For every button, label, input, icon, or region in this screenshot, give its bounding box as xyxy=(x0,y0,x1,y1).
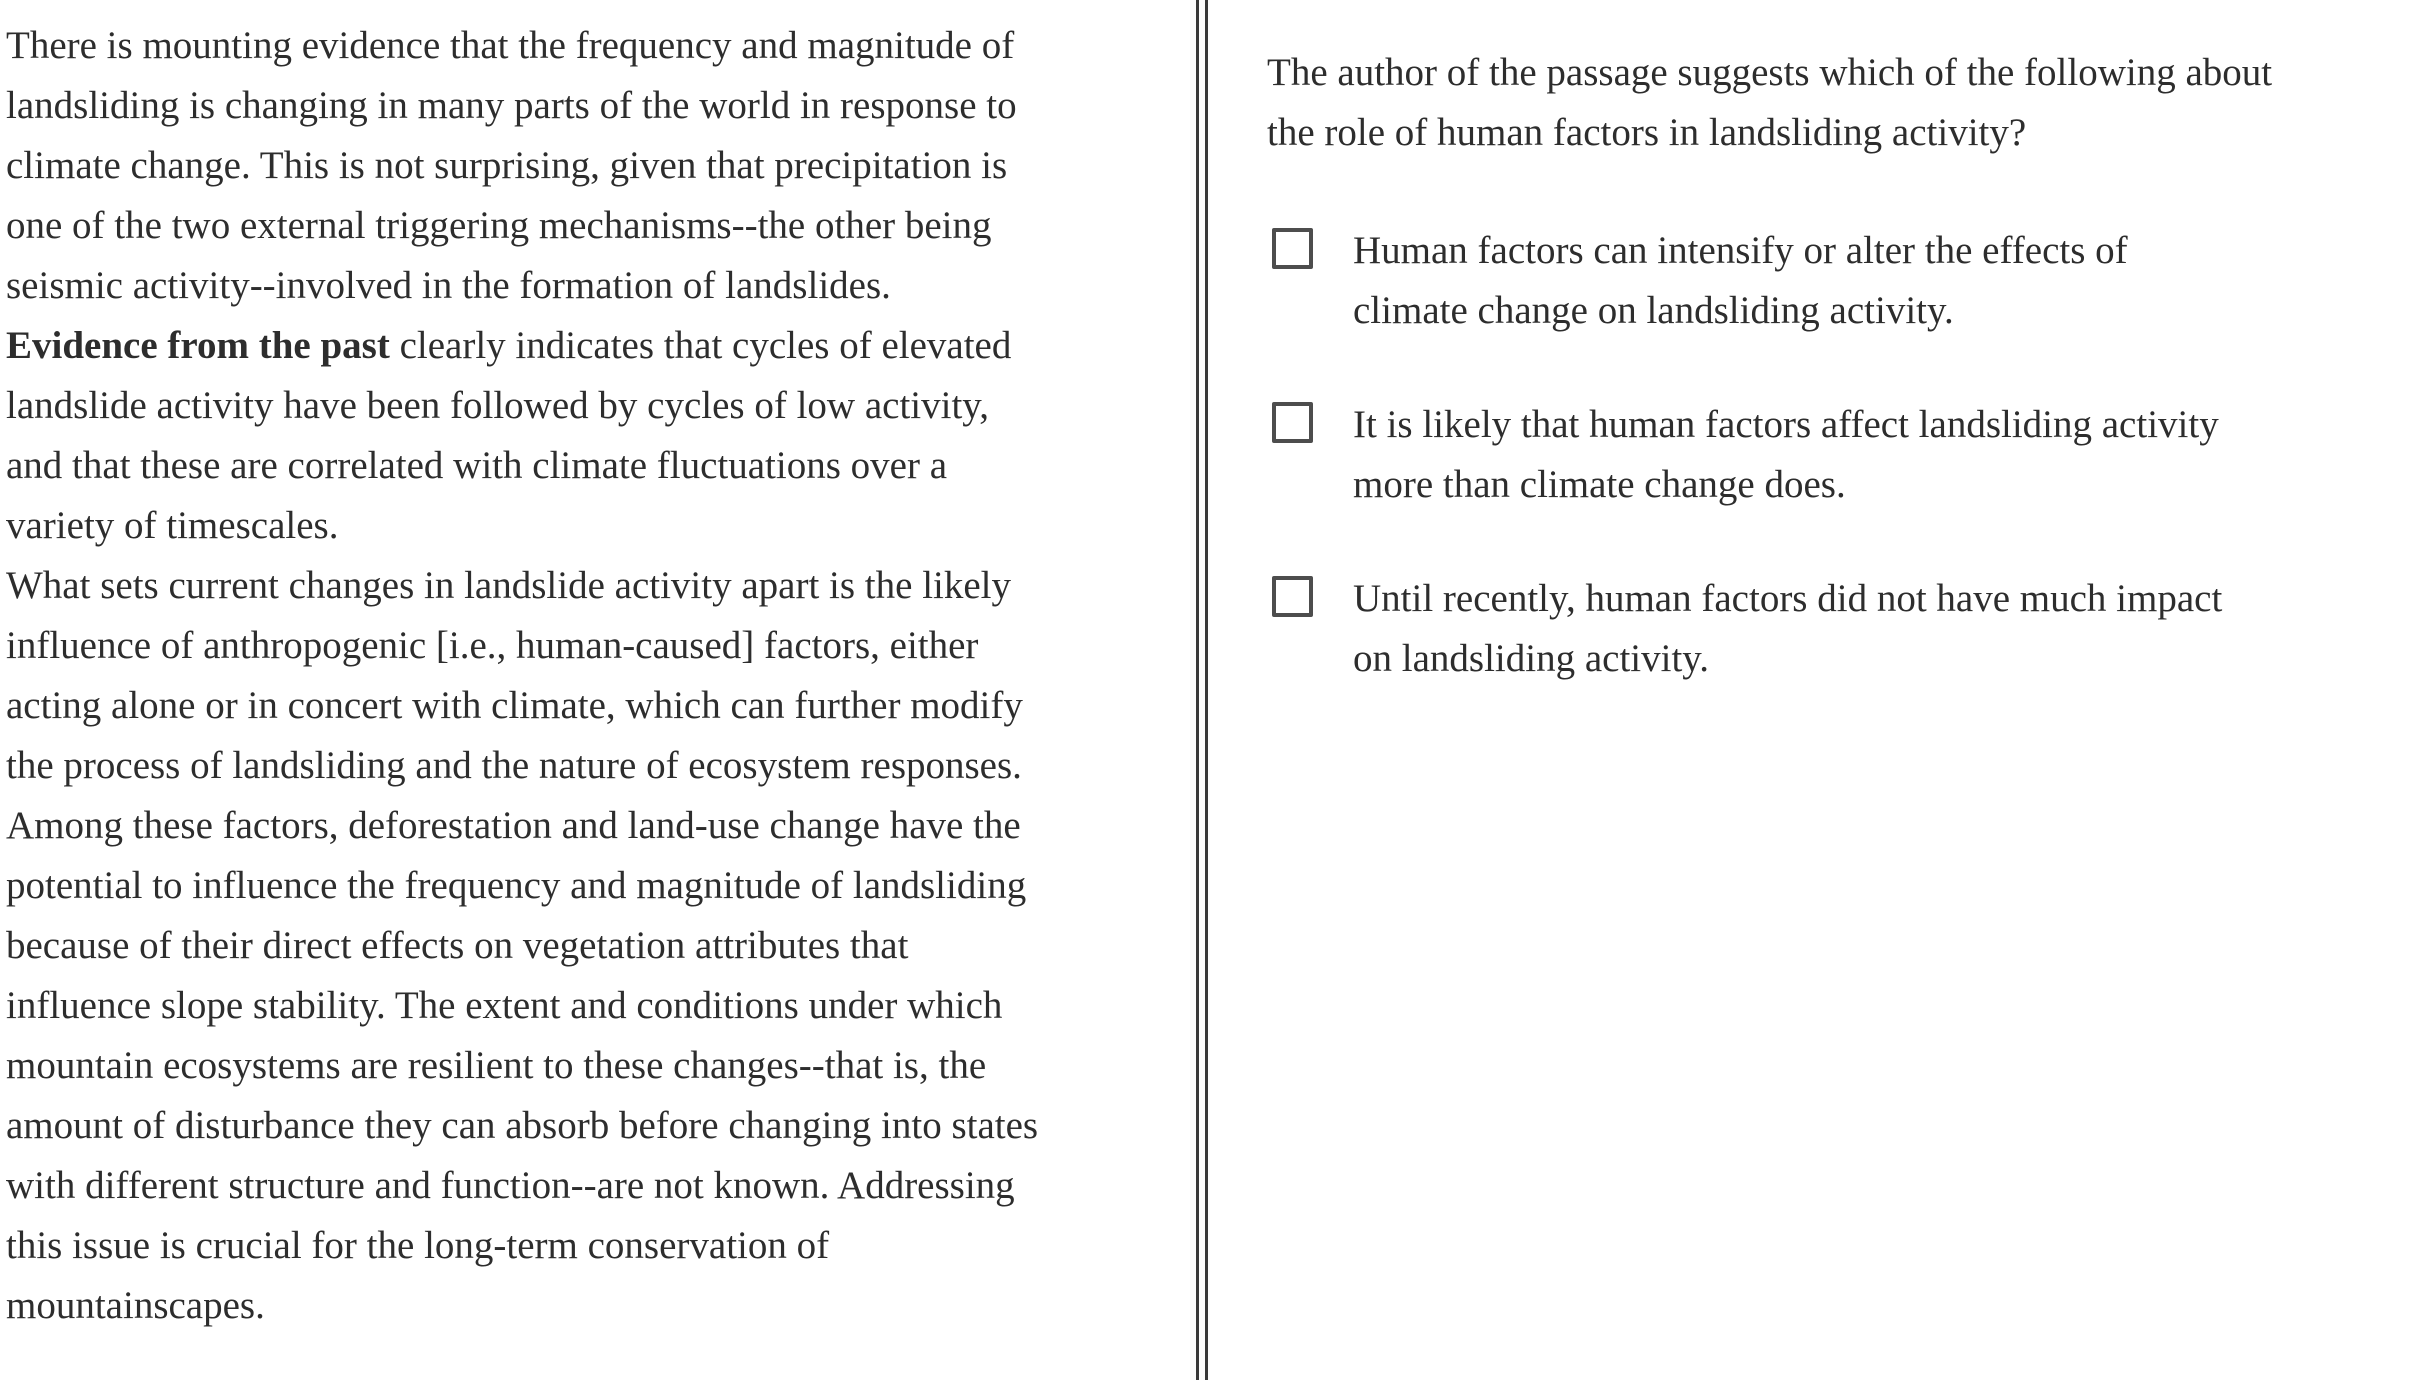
answer-checkbox[interactable] xyxy=(1272,576,1313,617)
passage-line-text: and that these are correlated with climate fluctuations over a xyxy=(6,444,948,487)
question-panel xyxy=(1267,0,2417,743)
answer-option-line: on landsliding activity. xyxy=(1353,637,1710,680)
passage-line xyxy=(6,436,1188,496)
passage-line xyxy=(6,736,1188,796)
passage-line xyxy=(6,1096,1188,1156)
passage-line-text: one of the two external triggering mechanisms--the other being xyxy=(6,204,992,247)
passage-line-text: Among these factors, deforestation and land-use change have the xyxy=(6,804,1021,847)
passage-line xyxy=(6,1156,1188,1216)
passage-line-text: because of their direct effects on vegetation attributes that xyxy=(6,924,909,967)
passage-line xyxy=(6,136,1188,196)
passage-line-text: climate change. This is not surprising, given that precipitation is xyxy=(6,144,1008,187)
passage-line-text: acting alone or in concert with climate, which can further modify xyxy=(6,684,1023,727)
passage-line xyxy=(6,796,1188,856)
passage-line-text: variety of timescales. xyxy=(6,504,339,547)
answer-options xyxy=(1267,221,2417,689)
passage-line xyxy=(6,316,1188,376)
passage-line xyxy=(6,976,1188,1036)
passage-panel xyxy=(6,16,1188,1336)
passage-line-text: with different structure and function--are not known. Addressing xyxy=(6,1164,1015,1207)
answer-option-line: more than climate change does. xyxy=(1353,463,1846,506)
passage-line-text: amount of disturbance they can absorb before changing into states xyxy=(6,1104,1039,1147)
passage-line xyxy=(6,16,1188,76)
answer-checkbox[interactable] xyxy=(1272,228,1313,269)
passage-line-text: landsliding is changing in many parts of the world in response to xyxy=(6,84,1017,127)
passage-line xyxy=(6,856,1188,916)
passage-line-text: mountain ecosystems are resilient to these changes--that is, the xyxy=(6,1044,987,1087)
answer-option[interactable] xyxy=(1267,221,2417,341)
passage-line xyxy=(6,376,1188,436)
passage-line-text: landslide activity have been followed by cycles of low activity, xyxy=(6,384,989,427)
passage-line xyxy=(6,1276,1188,1336)
passage-line-text: influence of anthropogenic [i.e., human-caused] factors, either xyxy=(6,624,979,667)
passage-line xyxy=(6,196,1188,256)
passage-line-text: What sets current changes in landslide activity apart is the likely xyxy=(6,564,1012,607)
panel-divider xyxy=(1196,0,1208,1380)
answer-option-label xyxy=(1353,569,2222,689)
answer-option-line: Human factors can intensify or alter the effects of xyxy=(1353,229,2128,272)
answer-option[interactable] xyxy=(1267,395,2417,515)
passage-line-text: There is mounting evidence that the frequency and magnitude of xyxy=(6,24,1015,67)
answer-option-line: climate change on landsliding activity. xyxy=(1353,289,1954,332)
passage-line-text: the process of landsliding and the nature of ecosystem responses. xyxy=(6,744,1022,787)
question-prompt-line: the role of human factors in landsliding activity? xyxy=(1267,111,2027,154)
passage-line xyxy=(6,76,1188,136)
answer-option[interactable] xyxy=(1267,569,2417,689)
question-prompt-line: The author of the passage suggests which of the following about xyxy=(1267,51,2273,94)
passage-line-text: mountainscapes. xyxy=(6,1284,265,1327)
passage-line-text: potential to influence the frequency and magnitude of landsliding xyxy=(6,864,1027,907)
passage-line xyxy=(6,616,1188,676)
passage-line xyxy=(6,256,1188,316)
passage-line xyxy=(6,916,1188,976)
passage-line xyxy=(6,1216,1188,1276)
answer-checkbox[interactable] xyxy=(1272,402,1313,443)
passage-line xyxy=(6,1036,1188,1096)
answer-option-line: It is likely that human factors affect landsliding activity xyxy=(1353,403,2219,446)
answer-option-label xyxy=(1353,395,2219,515)
answer-option-label xyxy=(1353,221,2128,341)
question-prompt xyxy=(1267,43,2417,163)
answer-option-line: Until recently, human factors did not have much impact xyxy=(1353,577,2223,620)
passage-line xyxy=(6,556,1188,616)
passage-bold-lead: Evidence from the past xyxy=(6,324,390,367)
passage-line-text: this issue is crucial for the long-term conservation of xyxy=(6,1224,830,1267)
passage-line-text: seismic activity--involved in the formation of landslides. xyxy=(6,264,891,307)
passage-line xyxy=(6,496,1188,556)
passage-line-text: clearly indicates that cycles of elevated xyxy=(389,324,1012,367)
passage-line-text: influence slope stability. The extent and conditions under which xyxy=(6,984,1003,1027)
passage-line xyxy=(6,676,1188,736)
